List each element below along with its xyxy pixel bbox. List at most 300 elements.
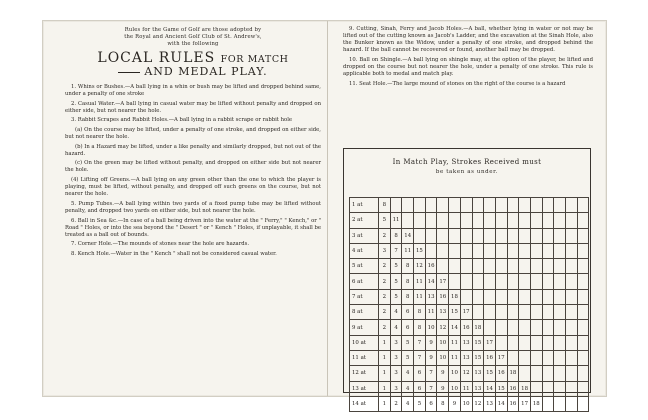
strokes-cell: 4 [390,305,402,320]
strokes-cell [577,274,589,289]
strokes-cell: 16 [495,366,507,381]
strokes-cell: 14 [495,396,507,411]
left-rule-4: (a) On the course may be lifted, under a penalty of one stroke, and dropped on either side, but not nearer the hole. [65,126,321,141]
strokes-cell [495,213,507,228]
title-for-match: FOR MATCH [220,54,289,65]
strokes-cell: 8 [414,305,426,320]
strokes-row [350,274,589,289]
strokes-row [350,335,589,350]
strokes-cell [554,213,566,228]
strokes-cell: 16 [460,320,472,335]
strokes-cell [460,228,472,243]
strokes-cell [519,320,531,335]
strokes-cell [554,396,566,411]
strokes-cell: 1 [379,381,391,396]
strokes-cell [577,396,589,411]
left-rule-2: 2. Casual Water.—A ball lying in casual water may be lifted without penalty and dropped on either side, but not nearer the hole. [65,100,321,114]
strokes-cell [542,320,554,335]
strokes-cell: 5 [390,274,402,289]
left-rule-6: (c) On the green may be lifted without penalty, and dropped on either side but not nearer the hole. [65,160,321,174]
strokes-table-box [343,148,591,407]
strokes-cell: 4 [402,366,414,381]
strokes-cell [530,305,542,320]
strokes-cell: 12 [472,396,484,411]
strokes-cell: 6 [425,396,437,411]
header-line-2: the Royal and Ancient Golf Club of St. Andrew's, [124,34,262,40]
strokes-cell: 9 [437,381,449,396]
strokes-cell: 12 [437,320,449,335]
strokes-cell: 12 [414,259,426,274]
strokes-row [350,213,589,228]
strokes-row [350,289,589,304]
strokes-cell: 15 [449,305,461,320]
strokes-cell [414,213,426,228]
strokes-cell: 7 [425,381,437,396]
strokes-cell: 2 [379,274,391,289]
strokes-cell: 5 [390,259,402,274]
strokes-cell [530,213,542,228]
strokes-cell [507,350,519,365]
strokes-cell [495,243,507,258]
strokes-cell [507,243,519,258]
strokes-cell [472,289,484,304]
strokes-cell: 11 [460,381,472,396]
strokes-cell [554,335,566,350]
strokes-cell [484,289,496,304]
strokes-row-label: 10 at [350,335,379,350]
strokes-title-line-1: In Match Play, Strokes Received must [392,158,542,166]
left-rule-1: 1. Whins or Bushes.—A ball lying in a whin or bush may be lifted and dropped behind same, under a penalty of one stroke [65,84,321,98]
strokes-cell: 18 [530,396,542,411]
strokes-row-label: 5 at [350,259,379,274]
strokes-cell [542,274,554,289]
strokes-row [350,320,589,335]
strokes-cell [530,198,542,213]
strokes-cell [542,259,554,274]
strokes-cell [472,198,484,213]
strokes-cell [530,350,542,365]
strokes-cell [530,289,542,304]
strokes-cell [472,305,484,320]
left-rule-7: (4) Lifting off Greens.—A ball lying on any green other than the one to which the player is playing, must be lifted, without penalty, and dropped off such greens on the course, but not nearer the hole. [65,177,321,198]
title-and-medal: AND MEDAL PLAY. [144,65,268,78]
strokes-cell [554,228,566,243]
strokes-cell: 10 [425,320,437,335]
strokes-cell: 18 [507,366,519,381]
strokes-cell [437,198,449,213]
strokes-cell: 10 [449,366,461,381]
strokes-row [350,198,589,213]
strokes-cell: 2 [379,305,391,320]
strokes-cell: 1 [379,396,391,411]
strokes-cell: 4 [402,381,414,396]
strokes-cell [577,213,589,228]
left-rule-5: (b) In a Hazard may be lifted, under a like penalty and similarly dropped, but not out of the hazard. [65,143,321,157]
strokes-cell [507,213,519,228]
strokes-cell: 17 [460,305,472,320]
strokes-cell: 3 [390,366,402,381]
strokes-cell [507,320,519,335]
strokes-row [350,243,589,258]
strokes-cell [414,228,426,243]
strokes-row [350,305,589,320]
strokes-cell: 8 [379,198,391,213]
strokes-cell [460,198,472,213]
strokes-cell: 11 [414,274,426,289]
strokes-cell [566,213,578,228]
strokes-cell: 9 [449,396,461,411]
strokes-cell [554,198,566,213]
strokes-cell [519,213,531,228]
strokes-cell [566,228,578,243]
strokes-cell: 11 [414,289,426,304]
strokes-cell: 5 [414,396,426,411]
strokes-cell: 2 [379,228,391,243]
strokes-cell [542,243,554,258]
strokes-cell [577,243,589,258]
strokes-cell [460,243,472,258]
strokes-cell [449,274,461,289]
title-line-2 [65,65,321,78]
strokes-grid [349,197,589,412]
strokes-cell [577,320,589,335]
strokes-cell [542,381,554,396]
strokes-cell: 8 [390,228,402,243]
strokes-row [350,228,589,243]
strokes-cell: 6 [414,366,426,381]
strokes-cell: 13 [460,350,472,365]
strokes-cell [542,366,554,381]
right-rule-1: 9. Cutting, Sinah, Ferry and Jacob Holes.—A ball, whether lying in water or not may be lifted out of the cutting known as Jacob's Ladder, and the excavation at the Sinah Hole, also the Bunker known as the Widow, under a penalty of one stroke, and dropped behind the hazard. If the ball cannot be recovered or found, another ball may be dropped. [343,26,593,54]
strokes-cell: 7 [414,350,426,365]
strokes-cell [530,259,542,274]
strokes-cell: 13 [425,289,437,304]
strokes-cell [542,198,554,213]
strokes-cell: 5 [402,350,414,365]
strokes-cell [542,305,554,320]
strokes-cell: 13 [472,381,484,396]
right-panel [343,21,593,90]
strokes-cell: 7 [414,335,426,350]
strokes-cell [507,335,519,350]
strokes-cell: 13 [484,396,496,411]
strokes-cell [402,198,414,213]
strokes-cell: 5 [402,335,414,350]
strokes-row [350,381,589,396]
strokes-cell [577,259,589,274]
strokes-cell [577,305,589,320]
strokes-cell: 13 [460,335,472,350]
left-rule-9: 6. Ball in Sea &c.—In case of a ball being driven into the water at the " Ferry," " Kench," or " Road " Holes, or into the sea beyond the " Desert " or " Kench " Holes, if unplayable, it shall be treated as a ball out of bounds. [65,217,321,238]
strokes-cell [390,198,402,213]
strokes-cell: 13 [437,305,449,320]
strokes-cell [530,381,542,396]
strokes-cell [425,243,437,258]
strokes-cell [577,198,589,213]
left-rule-8: 5. Pump Tubes.—A ball lying within two yards of a fixed pump tube may be lifted without penalty, and dropped two yards on either side, but not nearer the hole. [65,200,321,214]
strokes-cell: 1 [379,335,391,350]
strokes-cell: 18 [449,289,461,304]
strokes-cell [402,213,414,228]
strokes-cell [472,243,484,258]
strokes-cell: 2 [379,289,391,304]
strokes-cell [484,243,496,258]
strokes-cell: 15 [472,350,484,365]
strokes-cell: 14 [449,320,461,335]
strokes-cell: 12 [460,366,472,381]
strokes-cell [566,350,578,365]
strokes-cell [495,320,507,335]
strokes-cell [507,259,519,274]
strokes-cell: 2 [390,396,402,411]
strokes-cell [519,335,531,350]
strokes-cell [449,243,461,258]
strokes-cell: 3 [379,243,391,258]
left-rule-3: 3. Rabbit Scrapes and Rabbit Holes.—A ball lying in a rabbit scrape or rabbit hole [71,117,293,124]
strokes-cell [425,228,437,243]
strokes-cell [577,335,589,350]
strokes-cell [484,320,496,335]
strokes-cell [507,198,519,213]
strokes-cell: 16 [507,381,519,396]
header-line-1: Rules for the Game of Golf are those adopted by [124,27,262,33]
strokes-cell: 11 [390,213,402,228]
strokes-cell: 4 [402,396,414,411]
right-rule-3: 11. Seat Hole.—The large mound of stones on the right of the course is a hazard [349,80,566,87]
strokes-cell [530,274,542,289]
strokes-cell [530,243,542,258]
strokes-cell: 8 [402,289,414,304]
strokes-cell [495,274,507,289]
left-rule-10: 7. Corner Hole.—The mounds of stones near the hole are hazards. [71,241,250,248]
strokes-cell: 8 [402,259,414,274]
strokes-cell [437,228,449,243]
strokes-cell: 7 [390,243,402,258]
left-panel [65,21,321,260]
strokes-cell [530,320,542,335]
strokes-cell: 9 [437,366,449,381]
strokes-cell: 7 [425,366,437,381]
strokes-cell: 2 [379,320,391,335]
strokes-cell [495,335,507,350]
strokes-cell: 14 [484,381,496,396]
strokes-cell: 16 [437,289,449,304]
strokes-cell [577,366,589,381]
strokes-cell [472,228,484,243]
strokes-cell [495,259,507,274]
strokes-cell [542,335,554,350]
title-rule-left [118,72,140,73]
strokes-cell [577,228,589,243]
strokes-title-line-2: be taken as under. [435,169,499,175]
strokes-cell: 11 [402,243,414,258]
header-line-3: with the following [167,41,219,47]
strokes-cell: 2 [379,259,391,274]
strokes-cell: 3 [390,381,402,396]
strokes-cell: 11 [449,350,461,365]
strokes-cell [472,274,484,289]
strokes-cell [507,274,519,289]
strokes-cell: 13 [472,366,484,381]
strokes-cell [566,198,578,213]
strokes-cell: 9 [425,335,437,350]
left-rule-11: 8. Kench Hole.—Water in the " Kench " shall not be considered casual water. [71,250,277,257]
strokes-cell [530,335,542,350]
strokes-cell: 10 [437,350,449,365]
strokes-cell [566,289,578,304]
strokes-cell [472,213,484,228]
strokes-cell [507,228,519,243]
strokes-cell: 15 [472,335,484,350]
strokes-row-label: 2 at [350,213,379,228]
strokes-cell: 3 [390,350,402,365]
left-rules-list [65,84,321,258]
strokes-cell [460,289,472,304]
strokes-cell [566,320,578,335]
strokes-table-title [344,149,590,177]
strokes-row-label: 13 at [350,381,379,396]
strokes-cell [542,289,554,304]
strokes-row-label: 4 at [350,243,379,258]
strokes-cell: 14 [402,228,414,243]
strokes-cell [495,228,507,243]
strokes-cell [566,243,578,258]
strokes-cell: 1 [379,350,391,365]
strokes-cell [554,366,566,381]
strokes-cell [566,335,578,350]
strokes-cell [554,381,566,396]
strokes-cell: 14 [425,274,437,289]
title-local-rules: LOCAL RULES [97,50,216,66]
strokes-row-label: 8 at [350,305,379,320]
strokes-row-label: 1 at [350,198,379,213]
strokes-cell: 10 [437,335,449,350]
strokes-cell [519,259,531,274]
strokes-cell [566,274,578,289]
strokes-cell: 16 [425,259,437,274]
strokes-cell: 17 [495,350,507,365]
strokes-cell [530,366,542,381]
strokes-cell: 6 [402,305,414,320]
strokes-cell [484,305,496,320]
strokes-row [350,366,589,381]
strokes-cell [554,274,566,289]
strokes-cell [437,213,449,228]
strokes-cell [507,289,519,304]
strokes-cell [542,396,554,411]
right-rules-list [343,26,593,88]
strokes-cell [484,198,496,213]
strokes-cell [460,274,472,289]
strokes-cell [566,259,578,274]
strokes-cell: 6 [402,320,414,335]
strokes-cell [554,243,566,258]
title-line-1 [65,50,321,66]
strokes-cell: 16 [507,396,519,411]
strokes-cell [542,350,554,365]
strokes-cell [519,243,531,258]
strokes-cell [566,305,578,320]
fold-line [327,21,328,396]
strokes-cell: 16 [484,350,496,365]
strokes-cell [425,198,437,213]
strokes-cell [519,228,531,243]
strokes-cell [554,289,566,304]
strokes-row-label: 11 at [350,350,379,365]
strokes-cell [554,259,566,274]
strokes-cell [566,366,578,381]
strokes-cell [577,289,589,304]
strokes-cell [519,350,531,365]
strokes-cell: 17 [519,396,531,411]
strokes-cell: 5 [379,213,391,228]
strokes-cell [495,289,507,304]
strokes-cell: 9 [425,350,437,365]
strokes-cell [530,228,542,243]
strokes-cell [554,350,566,365]
strokes-cell [449,259,461,274]
strokes-cell [507,305,519,320]
strokes-cell [460,213,472,228]
strokes-cell [495,305,507,320]
strokes-cell [414,198,426,213]
strokes-cell [519,305,531,320]
strokes-cell: 17 [484,335,496,350]
strokes-row [350,396,589,411]
strokes-cell [484,213,496,228]
strokes-cell: 8 [437,396,449,411]
strokes-cell [425,213,437,228]
strokes-cell [519,274,531,289]
strokes-cell [566,396,578,411]
strokes-cell [484,274,496,289]
strokes-cell: 18 [519,381,531,396]
strokes-cell [437,259,449,274]
strokes-cell: 5 [390,289,402,304]
strokes-cell: 15 [414,243,426,258]
scorecard [42,20,607,407]
strokes-cell [519,366,531,381]
strokes-cell: 8 [402,274,414,289]
strokes-cell: 4 [390,320,402,335]
strokes-cell [484,259,496,274]
strokes-row-label: 9 at [350,320,379,335]
strokes-cell: 17 [437,274,449,289]
strokes-cell [449,198,461,213]
strokes-cell [437,243,449,258]
strokes-cell [495,198,507,213]
strokes-cell: 6 [414,381,426,396]
strokes-cell: 3 [390,335,402,350]
strokes-cell: 15 [495,381,507,396]
strokes-row-label: 7 at [350,289,379,304]
strokes-cell [566,381,578,396]
strokes-row-label: 12 at [350,366,379,381]
strokes-row-label: 14 at [350,396,379,411]
strokes-cell [472,259,484,274]
strokes-row [350,259,589,274]
strokes-cell [484,228,496,243]
strokes-cell [449,228,461,243]
strokes-cell [519,198,531,213]
strokes-row-label: 6 at [350,274,379,289]
strokes-cell: 11 [449,335,461,350]
strokes-cell [577,350,589,365]
strokes-row [350,350,589,365]
strokes-cell: 10 [460,396,472,411]
strokes-cell [554,320,566,335]
strokes-cell [542,213,554,228]
